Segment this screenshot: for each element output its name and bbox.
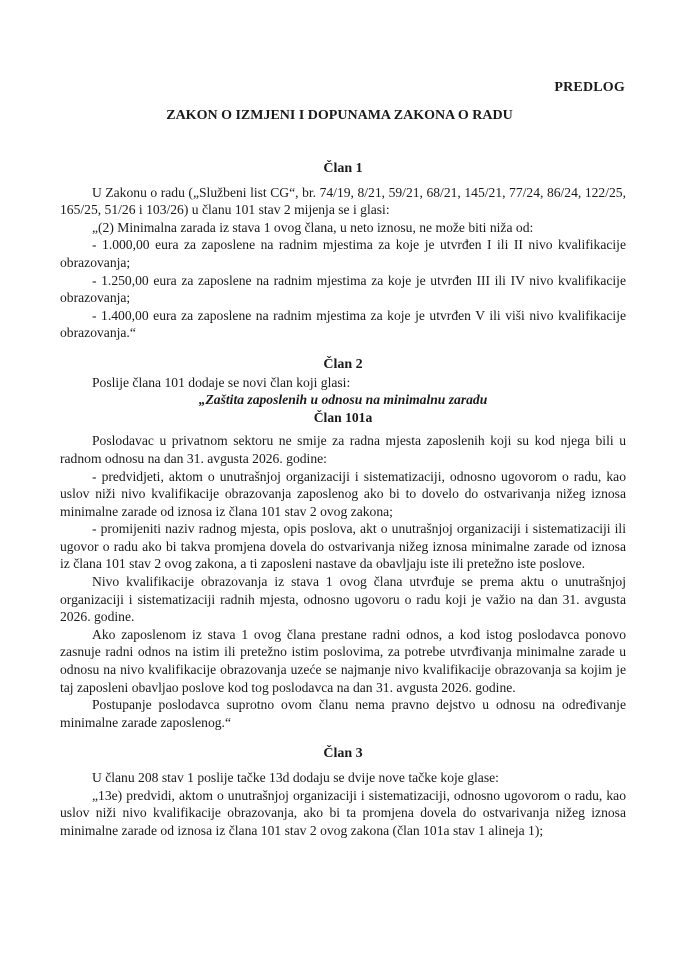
article-2-paragraph-1: Poslodavac u privatnom sektoru ne smije za radna mjesta zaposlenih koji su kod njega bili u radnom odnosu na dan 31. avgusta 2026. godine: [60, 433, 626, 466]
article-2-bullet-1: - predvidjeti, aktom o unutrašnjoj organizaciji i sistematizaciji, odnosno ugovorom o radu, kao uslov niži nivo kvalifikacije obrazovanja zaposlenog ako bi to dovelo do ostvarivanja nižeg iznosa minimalne zarade od iznosa iz člana 101 stav 2 ovog zakona; [60, 468, 626, 519]
article-2-bullet-2: - promijeniti naziv radnog mjesta, opis poslova, akt o unutrašnjoj organizaciji i sistematizaciji ili ugovor o radu ako bi takva promjena dovela do ostvarivanja nižeg iznosa minimalne zarade od iznosa iz člana 101 stav 2 ovog zakona, a ti zaposleni nastave da obavljaju iste ili pretežno iste poslove. [60, 521, 626, 572]
article-2-subtitle: „Zaštita zaposlenih u odnosu na minimalnu zaradu [198, 392, 488, 408]
article-3-paragraph-1: „13e) predvidi, aktom o unutrašnjoj organizaciji i sistematizaciji, odnosno ugovorom o radu, kao uslov niži nivo kvalifikacije obrazovanja, ako bi ta promjena dovela do ostvarivanja nižeg iznosa minimalne zarade od iznosa iz člana 101 stav 2 ovog zakona (član 101a stav 1 alineja 1); [60, 787, 626, 838]
article-1-heading: Član 1 [323, 161, 363, 176]
article-1-bullet-3: - 1.400,00 eura za zaposlene na radnim mjestima za koje je utvrđen V ili viši nivo kvalifikacije obrazovanja.“ [60, 307, 626, 341]
article-1-bullet-2: - 1.250,00 eura za zaposlene na radnim mjestima za koje je utvrđen III ili IV nivo kvalifikacije obrazovanja; [60, 272, 626, 306]
article-2-heading: Član 2 [323, 356, 363, 372]
article-2-intro: Poslije člana 101 dodaje se novi član koji glasi: [92, 374, 351, 390]
article-1-intro: U Zakonu o radu („Službeni list CG“, br. 74/19, 8/21, 59/21, 68/21, 145/21, 77/24, 86/24, 122/25, 165/25, 51/26 i 103/26) u članu 101 stav 2 mijenja se i glasi: [60, 184, 626, 218]
article-2-paragraph-4: Postupanje poslodavca suprotno ovom članu nema pravno dejstvo u odnosu na određivanje minimalne zarade zaposlenog.“ [60, 697, 626, 730]
document-body [60, 160, 626, 839]
article-1-paragraph: „(2) Minimalna zarada iz stava 1 ovog člana, u neto iznosu, ne može biti niža od: [92, 219, 534, 235]
article-2-paragraph-2: Nivo kvalifikacije obrazovanja iz stava 1 ovog člana utvrđuje se prema aktu o unutrašnjoj organizaciji i sistematizaciji radnih mjesta, odnosno ugovoru o radu koji je važio na dan 31. avgusta 2026. godine. [60, 574, 626, 625]
law-title: ZAKON O IZMJENI I DOPUNAMA ZAKONA O RADU [166, 108, 513, 123]
article-3-heading: Član 3 [323, 746, 363, 762]
article-101a-heading: Član 101a [313, 409, 373, 425]
article-2-paragraph-3: Ako zaposlenom iz stava 1 ovog člana prestane radni odnos, a kod istog poslodavca ponovo zasnuje radni odnos na istim ili pretežno istim poslovima, za potrebe utvrđivanja minimalne zarade u odnosu na nivo kvalifikacije obrazovanja uzeće se najmanje nivo kvalifikacije obrazovanja sa kojim je taj zaposleni obavljao poslove kod tog poslodavca na dan 31. avgusta 2026. godine. [60, 626, 626, 695]
predlog-label: PREDLOG [554, 80, 625, 95]
article-3-intro: U članu 208 stav 1 poslije tačke 13d dodaju se dvije nove tačke koje glase: [92, 770, 499, 785]
article-1-bullet-1: - 1.000,00 eura za zaposlene na radnim mjestima za koje je utvrđen I ili II nivo kvalifikacije obrazovanja; [60, 237, 626, 270]
